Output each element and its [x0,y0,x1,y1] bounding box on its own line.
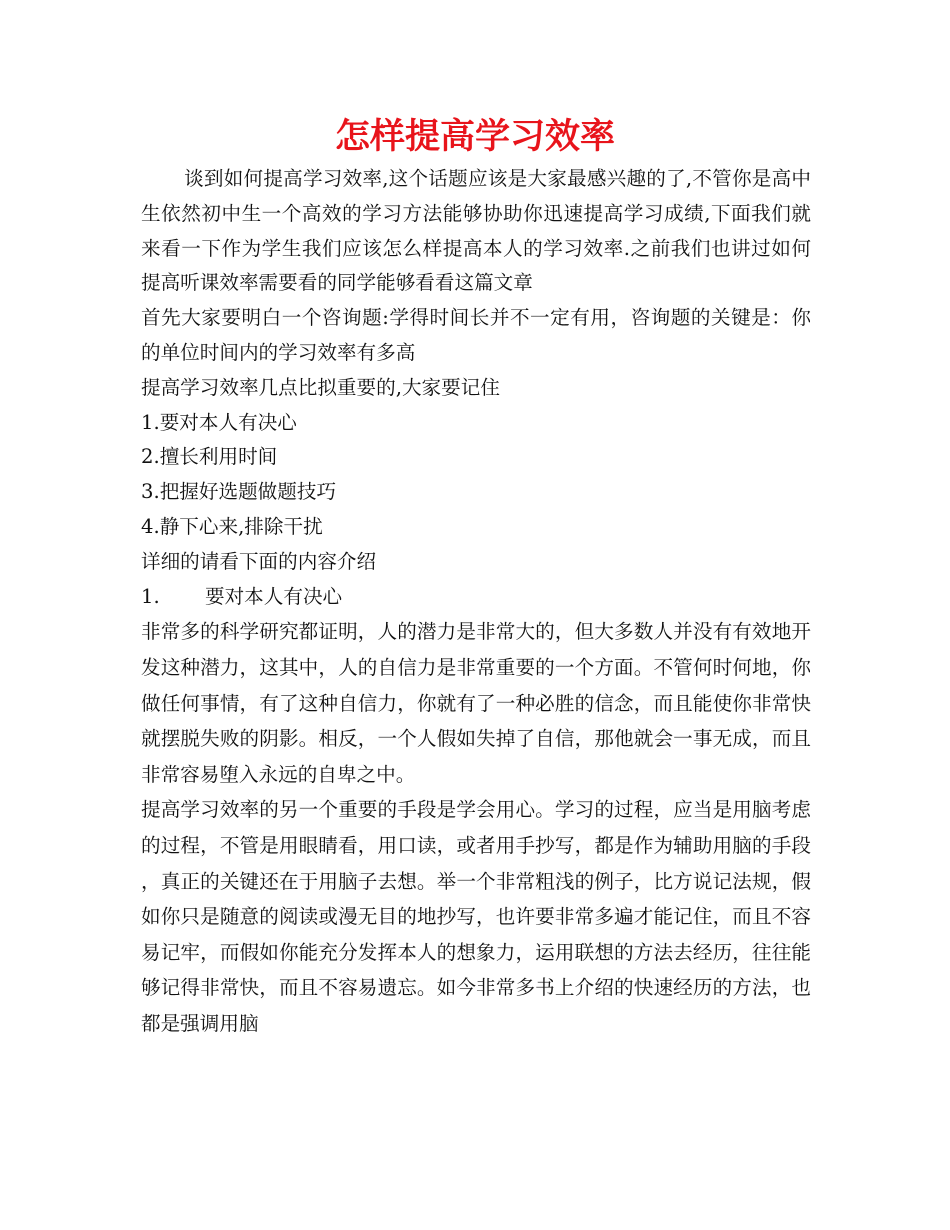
question-paragraph: 首先大家要明白一个咨询题:学得时间长并不一定有用，咨询题的关键是：你的单位时间内的学习效率有多高 [141,306,811,364]
points-intro: 提高学习效率几点比拟重要的,大家要记住 [141,375,500,399]
point-item-1: 1.要对本人有决心 [141,410,297,434]
point-item-4: 4.静下心来,排除干扰 [141,514,323,538]
intro-paragraph: 谈到如何提高学习效率,这个话题应该是大家最感兴趣的了,不管你是高中生依然初中生一个高效的学习方法能够协助你迅速提高学习成绩,下面我们就来看一下作为学生我们应该怎么样提高本人的学习效率.之前我们也讲过如何提高听课效率需要看的同学能够看看这篇文章 [141,167,811,295]
document-body [141,162,811,1041]
document-title: 怎样提高学习效率 [334,117,615,157]
point-item-2: 2.擅长利用时间 [141,445,278,469]
section-heading-1 [141,580,811,615]
section-number: 1. [141,584,160,608]
detail-intro: 详细的请看下面的内容介绍 [141,549,377,573]
body-paragraph-1: 非常多的科学研究都证明，人的潜力是非常大的，但大多数人并没有有效地开发这种潜力，这其中，人的自信力是非常重要的一个方面。不管何时何地，你做任何事情，有了这种自信力，你就有了一种必胜的信念，而且能使你非常快就摆脱失败的阴影。相反，一个人假如失掉了自信，那他就会一事无成，而且非常容易堕入永远的自卑之中。 [141,620,811,786]
body-paragraph-2: 提高学习效率的另一个重要的手段是学会用心。学习的过程，应当是用脑考虑的过程，不管是用眼睛看，用口读，或者用手抄写，都是作为辅助用脑的手段，真正的关键还在于用脑子去想。举一个非常粗浅的例子，比方说记法规，假如你只是随意的阅读或漫无目的地抄写，也许要非常多遍才能记住，而且不容易记牢，而假如你能充分发挥本人的想象力，运用联想的方法去经历，往往能够记得非常快，而且不容易遗忘。如今非常多书上介绍的快速经历的方法，也都是强调用脑 [141,798,811,1035]
point-item-3: 3.把握好选题做题技巧 [141,480,337,504]
section-heading-text: 要对本人有决心 [205,584,343,608]
